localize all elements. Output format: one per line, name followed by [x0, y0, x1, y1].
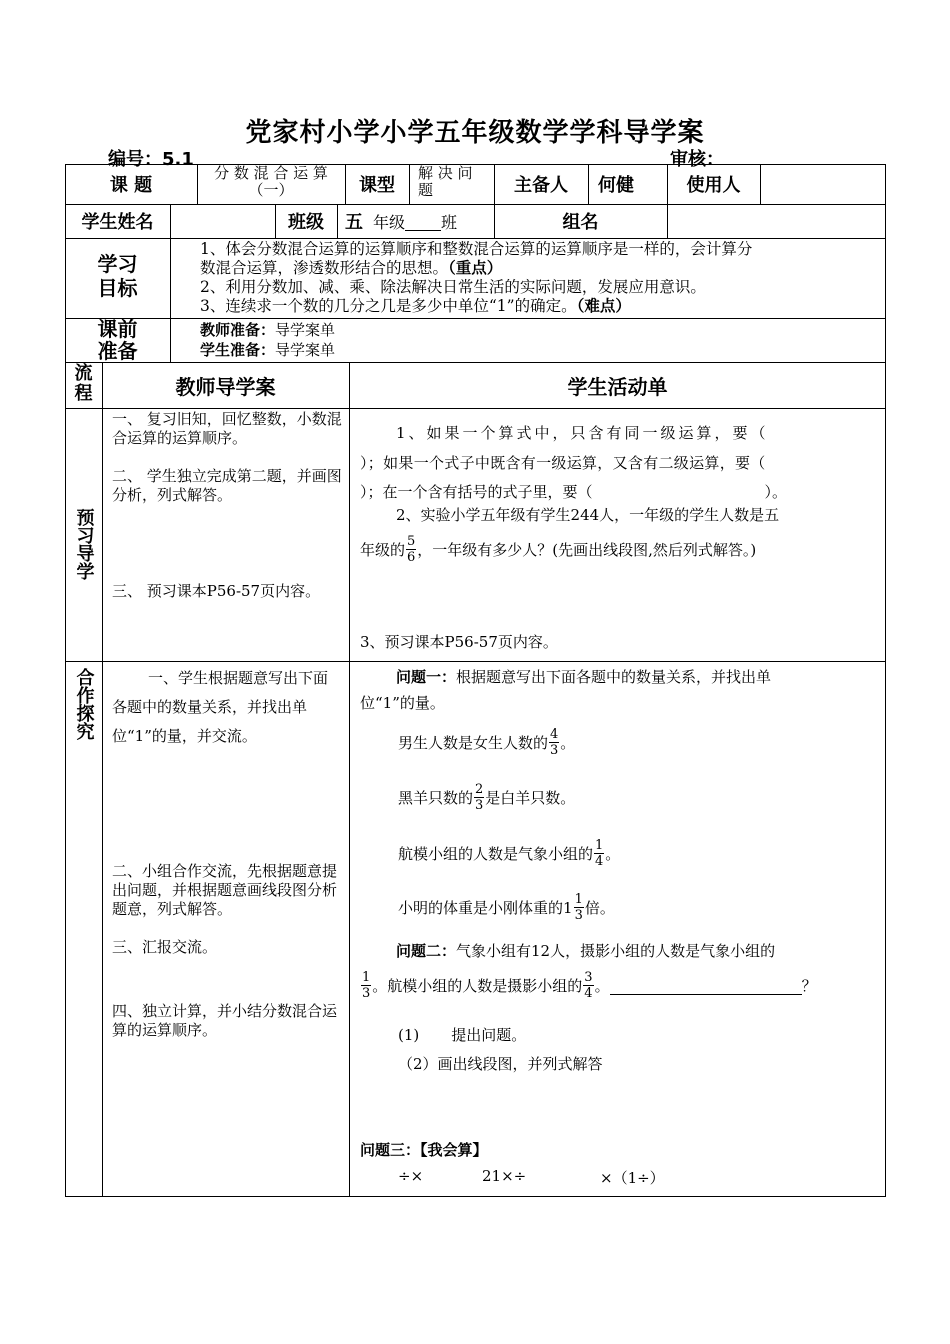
grade-number: 五: [345, 212, 363, 233]
preview-teacher-step-2: 二、 学生独立完成第二题，并画图分析，列式解答。: [112, 467, 342, 504]
preparer-label: 主备人: [514, 175, 568, 196]
teacher-column-header: 教师导学案: [175, 374, 276, 399]
problem-2-step-2: （2）画出线段图，并列式解答: [398, 1055, 603, 1073]
objective-3: 3、连续求一个数的几分之几是多少中单位“1”的确定。（难点）: [200, 297, 631, 315]
objective-2: 2、利用分数加、减、乘、除法解决日常生活的实际问题，发展应用意识。: [200, 278, 706, 296]
group-name-field[interactable]: [667, 204, 886, 238]
problem-2: 问题二：气象小组有12人，摄影小组的人数是气象小组的 $\frac{1}{3}$ 。航模小组的人数是摄影小组的 $\frac{3}{4}$ 。 ？: [362, 942, 817, 1001]
flow-label: 流 程: [74, 363, 93, 404]
objective-1-cont: 数混合运算，渗透数形结合的思想。（重点）: [200, 259, 503, 277]
topic-value: 分 数 混 合 运 算 （一）: [214, 164, 328, 199]
type-value: 解 决 问 题: [418, 164, 473, 199]
coop-teacher-step-1: 一、学生根据题意写出下面各题中的数量关系，并找出单位“1”的量，并交流。: [112, 669, 329, 745]
objectives-label: 学习 目标: [97, 252, 138, 300]
problem-3-expr-3: ×（1÷）: [600, 1169, 665, 1187]
problem-3-expr-2: 21×÷: [482, 1167, 527, 1185]
coop-teacher-step-3: 三、汇报交流。: [112, 938, 218, 956]
class-suffix: 班: [441, 212, 458, 232]
class-blank[interactable]: [405, 212, 441, 231]
grade-text: 年级: [373, 212, 406, 232]
student-column-header: 学生活动单: [567, 374, 668, 399]
group-name-label: 组名: [562, 212, 599, 233]
problem-1: 问题一：根据题意写出下面各题中的数量关系，并找出单 位“1”的量。: [360, 668, 772, 712]
coop-teacher-step-2: 二、小组合作交流，先根据题意提出问题，并根据题意画线段图分析题意，列式解答。: [112, 862, 338, 918]
preparer-value: 何健: [598, 175, 634, 196]
type-label: 课型: [359, 175, 395, 196]
teacher-prep: 教师准备：导学案单: [200, 321, 336, 339]
student-name-field[interactable]: [170, 204, 275, 238]
preview-student-q2: 2、实验小学五年级有学生244人，一年级的学生人数是五 年级的 $\frac{5}{6}$ ，一年级有多少人？(先画出线段图,然后列式解答。): [360, 506, 780, 565]
problem-1-item-3: 航模小组的人数是气象小组的 $\frac{1}{4}$ 。: [398, 838, 621, 869]
topic-label: 课 题: [109, 175, 153, 196]
coop-label: 合作探究: [73, 668, 95, 740]
problem-2-step-1: (1) 提出问题。: [398, 1026, 527, 1044]
prep-label: 课前 准备: [97, 317, 138, 363]
problem-1-item-2: 黑羊只数的 $\frac{2}{3}$ 是白羊只数。: [398, 782, 576, 813]
user-field[interactable]: [760, 164, 886, 204]
class-value: [345, 204, 494, 238]
problem-1-item-4: 小明的体重是小刚体重的 1 $\frac{1}{3}$ 倍。: [398, 892, 615, 923]
preview-student-q1: 1、如果一个算式中，只含有同一级运算，要（ ）；如果一个式子中既含有一级运算，又含有二级运算，要（ ）；在一个含有括号的式子里，要（ ）。: [360, 424, 788, 501]
fraction-5-6: $\frac{5}{6}$: [407, 534, 416, 565]
preview-teacher-step-1: 一、 复习旧知，回忆整数，小数混合运算的运算顺序。: [112, 410, 342, 447]
class-label: 班级: [288, 212, 324, 233]
document-title: 党家村小学小学五年级数学学科导学案: [245, 118, 705, 148]
preview-label: 预习导学: [73, 508, 95, 580]
preview-teacher-step-3: 三、 预习课本P56-57页内容。: [112, 582, 321, 600]
objectives-content: [200, 240, 885, 316]
review-label: 审核：: [670, 149, 724, 170]
user-label: 使用人: [686, 175, 741, 196]
problem-3: 问题三：【我会算】: [360, 1141, 488, 1159]
serial-number: 编号：5.1: [108, 149, 194, 170]
student-prep: 学生准备：导学案单: [200, 341, 336, 359]
objective-1: 1、体会分数混合运算的运算顺序和整数混合运算的运算顺序是一样的，会计算分: [200, 240, 753, 258]
student-name-label: 学生姓名: [81, 212, 154, 233]
coop-teacher-step-4: 四、独立计算，并小结分数混合运算的运算顺序。: [112, 1002, 338, 1039]
problem-3-expr-1: ÷×: [398, 1167, 424, 1185]
problem-2-answer-blank[interactable]: [610, 976, 802, 995]
preview-student-q3: 3、预习课本P56-57页内容。: [360, 633, 558, 651]
problem-1-item-1: 男生人数是女生人数的 $\frac{4}{3}$ 。: [398, 727, 576, 758]
prep-content: [200, 320, 885, 360]
